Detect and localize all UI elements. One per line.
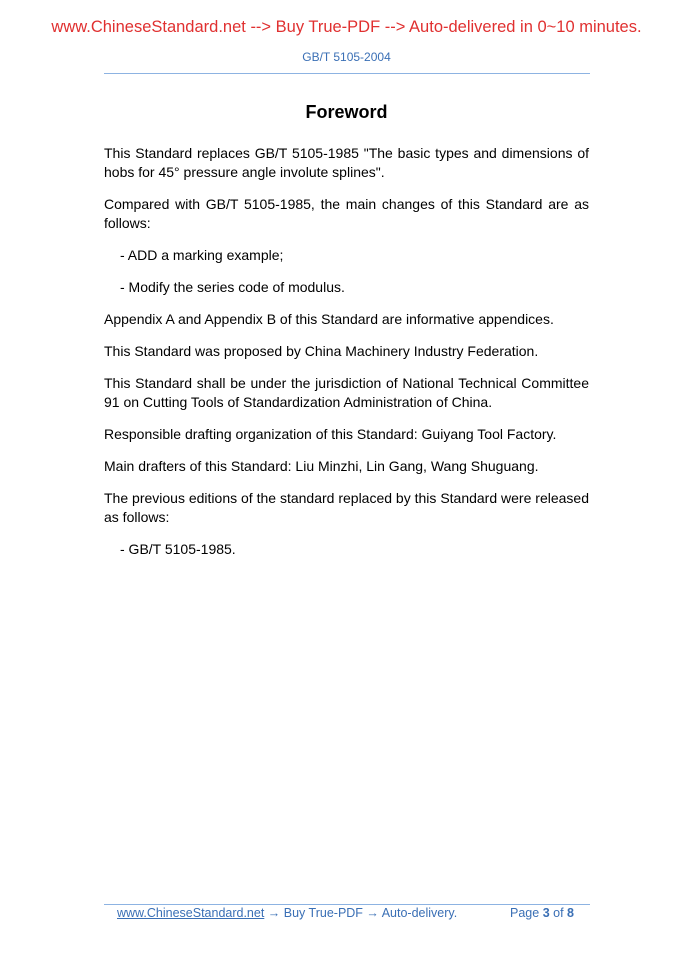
paragraph-previous-editions: The previous editions of the standard replaced by this Standard were released as follows: — [104, 490, 589, 525]
paragraph-appendices: Appendix A and Appendix B of this Standard are informative appendices. — [104, 311, 554, 327]
page-indicator — [510, 906, 574, 920]
header-divider — [104, 73, 590, 74]
footer-site-link[interactable]: www.ChineseStandard.net — [117, 906, 265, 920]
footer-tagline: → Buy True-PDF → Auto-delivery. — [264, 906, 458, 920]
footer-divider — [104, 904, 590, 905]
paragraph-drafters: Main drafters of this Standard: Liu Minzhi, Lin Gang, Wang Shuguang. — [104, 458, 539, 474]
list-item-change: - ADD a marking example; — [120, 247, 284, 263]
paragraph-proposed-by: This Standard was proposed by China Machinery Industry Federation. — [104, 343, 539, 359]
document-body — [104, 144, 589, 572]
page-title: Foreword — [305, 102, 388, 122]
page-label: Page — [510, 906, 540, 920]
footer-promo — [117, 906, 457, 920]
paragraph-jurisdiction: This Standard shall be under the jurisdiction of National Technical Committee 91 on Cutting Tools of Standardization Administration of China. — [104, 375, 589, 410]
paragraph-changes-intro: Compared with GB/T 5105-1985, the main changes of this Standard are as follows: — [104, 196, 589, 231]
list-item-change: - Modify the series code of modulus. — [120, 279, 345, 295]
page-of-label: of — [553, 906, 564, 920]
standard-code-header: GB/T 5105-2004 — [302, 50, 391, 64]
paragraph-drafting-organization: Responsible drafting organization of this Standard: Guiyang Tool Factory. — [104, 426, 557, 442]
list-item-previous-edition: - GB/T 5105-1985. — [120, 541, 236, 557]
paragraph-replaces: This Standard replaces GB/T 5105-1985 "The basic types and dimensions of hobs for 45° pressure angle involute splines". — [104, 145, 589, 180]
page-total: 8 — [567, 906, 574, 920]
page-current: 3 — [542, 906, 550, 920]
promo-banner[interactable]: www.ChineseStandard.net --> Buy True-PDF --> Auto-delivered in 0~10 minutes. — [51, 18, 642, 36]
